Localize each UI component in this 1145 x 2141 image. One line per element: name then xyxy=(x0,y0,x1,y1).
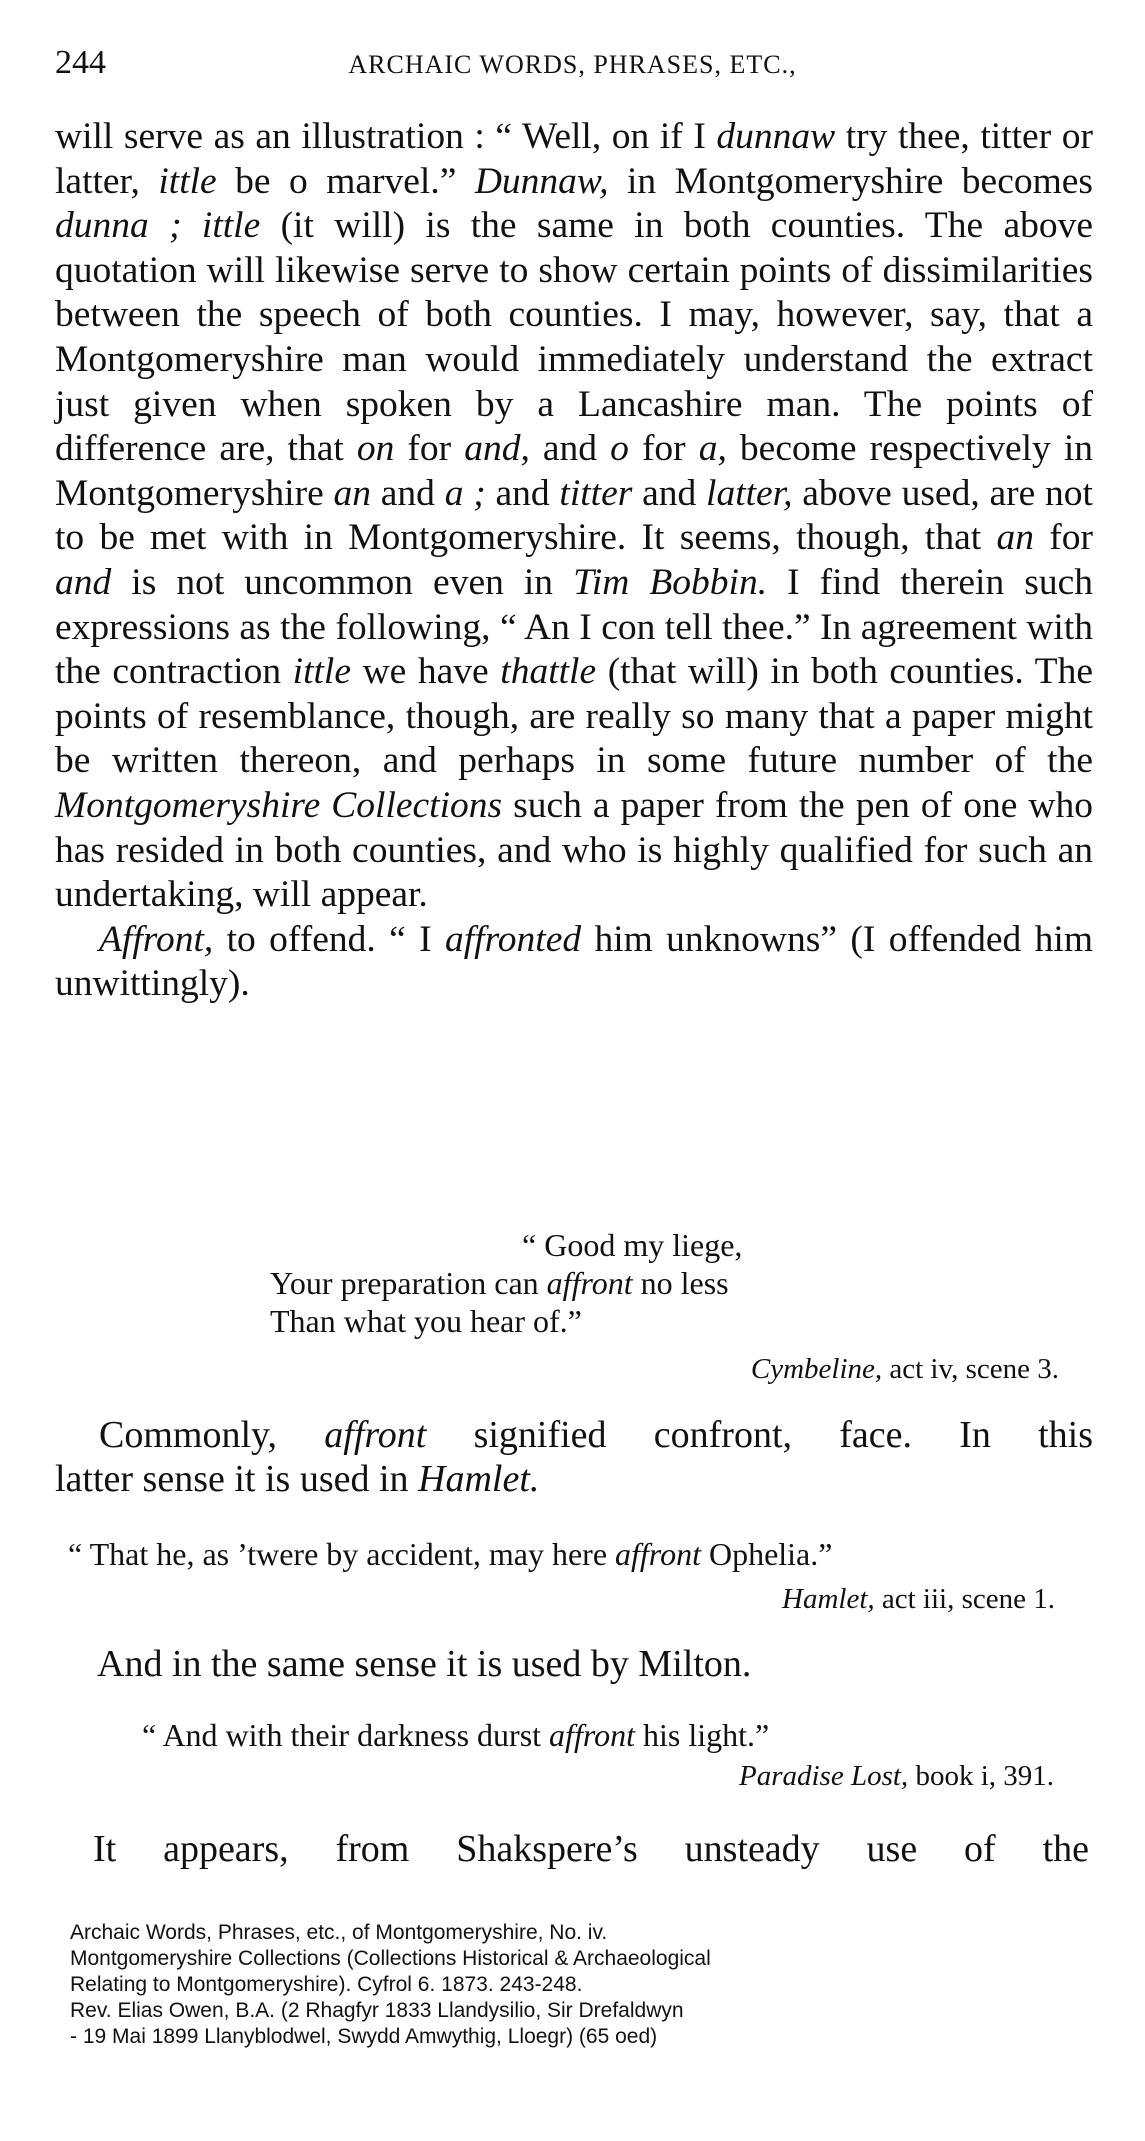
text-run: in Montgomeryshire becomes xyxy=(608,160,1093,202)
italic-text: a, xyxy=(698,428,727,470)
text-run: “ Good my liege, xyxy=(522,1227,743,1263)
text-run: Commonly, xyxy=(99,1414,325,1456)
italic-text: Hamlet. xyxy=(418,1458,540,1500)
text-run: to offend. “ I xyxy=(213,918,445,960)
text-run: It appears, from Shakspere’s unsteady use of the xyxy=(93,1828,1089,1870)
text-run: I find therein such expressions as the following, “ An I con tell thee.” In agreement with the contraction xyxy=(55,561,1093,693)
text-run: and xyxy=(632,472,707,514)
italic-text: an xyxy=(996,517,1034,559)
italic-text: dunnaw xyxy=(716,116,836,157)
body-text xyxy=(55,115,1093,1007)
page-header xyxy=(55,44,1090,84)
citation-cymbeline xyxy=(751,1353,1059,1386)
italic-text: and xyxy=(55,561,112,603)
footer-line: Rev. Elias Owen, B.A. (2 Rhagfyr 1833 Llandysilio, Sir Drefaldwyn xyxy=(70,1999,684,2022)
italic-text: affront xyxy=(549,1717,635,1753)
italic-text: affront xyxy=(546,1265,633,1301)
text-run: for xyxy=(394,428,465,470)
text-run: act iv, scene 3. xyxy=(882,1353,1059,1385)
paragraph-commonly xyxy=(55,1413,1093,1501)
text-run: and xyxy=(370,472,445,514)
quote-hamlet xyxy=(68,1535,832,1573)
italic-text: affront xyxy=(615,1536,701,1572)
italic-text: Affront, xyxy=(99,918,214,960)
italic-text: an xyxy=(333,472,371,514)
text-run: signified confront, face. In this xyxy=(426,1414,1093,1456)
text-run: latter sense it is used in xyxy=(55,1458,419,1500)
italic-text: titter xyxy=(559,472,633,514)
italic-text: Cymbeline, xyxy=(750,1353,883,1385)
italic-text: latter, xyxy=(706,472,793,514)
text-run: such a paper from the pen of one who has resided in both counties, and who is highly qualified for such an undertaking, will appear. xyxy=(55,784,1093,916)
italic-text: ittle xyxy=(292,651,351,693)
text-run: (that will) in both counties. The points of resemblance, though, are really so many that a paper might be written thereon, and perhaps in some future number of the xyxy=(55,651,1093,782)
text-run: “ That he, as ’twere by accident, may here xyxy=(68,1536,616,1572)
quote-cymbeline xyxy=(270,1226,742,1340)
footer-line: Montgomeryshire Collections (Collections Historical & Archaeological xyxy=(70,1947,711,1970)
text-run: Ophelia.” xyxy=(700,1536,833,1572)
text-run: Than what you hear of.” xyxy=(270,1303,582,1339)
text-run: become respectively in Montgomeryshire xyxy=(55,428,1093,514)
running-title: ARCHAIC WORDS, PHRASES, ETC., xyxy=(348,50,797,79)
italic-text: affront xyxy=(324,1414,427,1456)
italic-text: Tim Bobbin. xyxy=(573,561,768,603)
text-run: will serve as an illustration : “ Well, on if I xyxy=(55,116,717,157)
italic-text: ittle xyxy=(158,160,217,202)
text-run: and xyxy=(529,428,611,470)
italic-text: Dunnaw, xyxy=(474,160,609,202)
paragraph-illustration xyxy=(55,115,1093,918)
text-run: act iii, scene 1. xyxy=(874,1583,1055,1615)
text-run: him unknowns” (I offended him unwittingly). xyxy=(55,918,1094,1005)
text-run: we have xyxy=(351,651,501,693)
text-run: no less xyxy=(632,1265,729,1301)
text-run: be o marvel.” xyxy=(216,160,475,202)
page-number: 244 xyxy=(55,44,106,81)
source-footer xyxy=(70,1920,711,2050)
quote-milton xyxy=(142,1716,769,1754)
citation-hamlet xyxy=(782,1583,1055,1616)
citation-paradise-lost xyxy=(739,1760,1054,1793)
paragraph-line xyxy=(55,1457,1093,1501)
text-run: above used, are not to be met with in Montgomeryshire. It seems, though, that xyxy=(55,472,1093,559)
footer-line: Relating to Montgomeryshire). Cyfrol 6. 1873. 243-248. xyxy=(70,1973,583,1996)
text-run: (it will) is the same in both counties. The above quotation will likewise serve to show certain points of dissimilarities between the speech of both counties. I may, however, say, that a Montgomeryshire man would immediately understand the extract just given when spoken by a Lancashire man. The points of difference are, that xyxy=(55,205,1093,470)
italic-text: a ; xyxy=(444,472,486,514)
text-run: book i, 391. xyxy=(908,1760,1054,1792)
italic-text: dunna ; ittle xyxy=(55,205,261,247)
text-run: for xyxy=(628,428,699,470)
text-run: is not uncommon even in xyxy=(111,561,574,603)
footer-line: - 19 Mai 1899 Llanyblodwel, Swydd Amwythig, Lloegr) (65 oed) xyxy=(70,2025,658,2048)
italic-text: o xyxy=(610,428,629,470)
italic-text: and, xyxy=(464,428,530,470)
italic-text: on xyxy=(356,428,395,470)
italic-text: affronted xyxy=(444,918,582,960)
italic-text: Paradise Lost, xyxy=(739,1760,909,1792)
quote-line xyxy=(270,1226,742,1264)
italic-text: Montgomeryshire Collections xyxy=(55,784,503,826)
paragraph-shakspere xyxy=(93,1827,1089,1871)
text-run: his light.” xyxy=(634,1717,770,1753)
text-run: Your preparation can xyxy=(270,1265,547,1301)
italic-text: Hamlet, xyxy=(782,1583,875,1615)
quote-line xyxy=(270,1302,742,1340)
text-run: And in the same sense it is used by Milton. xyxy=(97,1643,752,1685)
text-run: try thee, titter or latter, xyxy=(55,116,1093,202)
paragraph-line xyxy=(55,1413,1093,1457)
quote-line xyxy=(270,1264,742,1302)
footer-line: Archaic Words, Phrases, etc., of Montgomeryshire, No. iv. xyxy=(70,1921,608,1944)
text-run: for xyxy=(1033,517,1093,559)
italic-text: thattle xyxy=(500,651,597,693)
text-run: “ And with their darkness durst xyxy=(142,1717,550,1753)
text-run: and xyxy=(485,472,560,514)
paragraph-milton xyxy=(97,1642,751,1686)
paragraph-affront-definition xyxy=(55,918,1093,1007)
